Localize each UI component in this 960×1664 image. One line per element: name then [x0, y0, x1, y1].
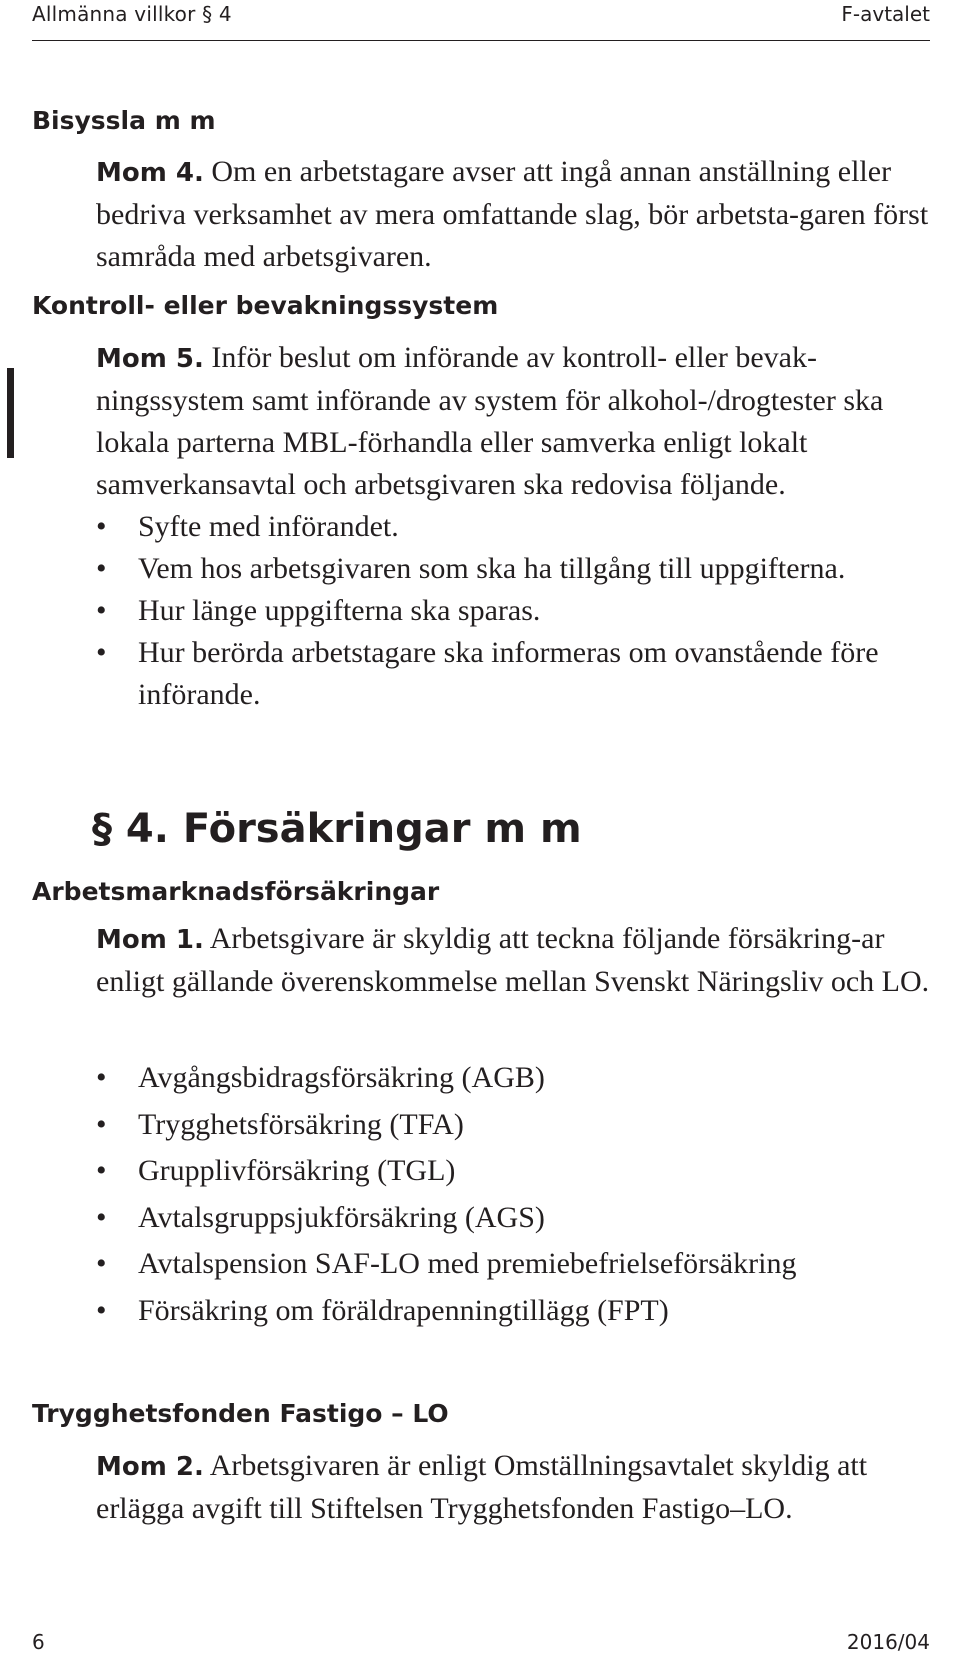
page-header: [32, 0, 930, 41]
list-item: • Avtalsgruppsjukförsäkring (AGS): [96, 1195, 938, 1242]
paragraph-mom-5: [96, 337, 938, 506]
list-item: • Hur länge uppgifterna ska sparas.: [96, 590, 938, 632]
heading-arbetsmarknad: Arbetsmarknadsförsäkringar: [32, 877, 440, 906]
list-item: • Hur berörda arbetstagare ska informeras om ovanstående före införande.: [96, 632, 938, 716]
paragraph-text: Inför beslut om införande av kontroll- eller bevak-ningssystem samt införande av system för alkohol-/drogtester ska lokala parterna MBL-förhandla eller samverka enligt lokalt samverkansavtal och arbetsgivaren ska redovisa följande.: [96, 341, 884, 501]
heading-bisyssla: Bisyssla m m: [32, 106, 216, 135]
mom-label: Mom 5.: [96, 344, 204, 374]
change-bar: [7, 368, 14, 458]
page-number: 6: [32, 1630, 45, 1654]
mom-label: Mom 4.: [96, 158, 204, 188]
paragraph-text: Arbetsgivaren är enligt Omställningsavtalet skyldig att erlägga avgift till Stiftelsen Trygghetsfonden Fastigo–LO.: [96, 1449, 868, 1525]
heading-trygghetsfonden: Trygghetsfonden Fastigo – LO: [32, 1399, 449, 1428]
list-item: • Försäkring om föräldrapenningtillägg (FPT): [96, 1288, 938, 1335]
list-item: • Avgångsbidragsförsäkring (AGB): [96, 1055, 938, 1102]
list-item: • Syfte med införandet.: [96, 506, 938, 548]
list-item: • Grupplivförsäkring (TGL): [96, 1148, 938, 1195]
list-item: • Avtalspension SAF-LO med premiebefrielseförsäkring: [96, 1241, 938, 1288]
list-item: • Vem hos arbetsgivaren som ska ha tillgång till uppgifterna.: [96, 548, 938, 590]
paragraph-mom-2: [96, 1445, 938, 1530]
bullet-list-kontroll: [96, 506, 938, 716]
paragraph-text: Arbetsgivare är skyldig att teckna följande försäkring-ar enligt gällande överenskommelse mellan Svenskt Näringsliv och LO.: [96, 922, 930, 998]
header-chapter: Allmänna villkor § 4: [32, 2, 232, 26]
footer-date: 2016/04: [846, 1630, 930, 1654]
mom-label: Mom 1.: [96, 925, 204, 955]
heading-kontroll: Kontroll- eller bevakningssystem: [32, 291, 499, 320]
paragraph-mom-1: [96, 918, 938, 1003]
mom-label: Mom 2.: [96, 1452, 204, 1482]
bullet-list-forsakringar: [96, 1055, 938, 1334]
section-title: § 4. Försäkringar m m: [92, 806, 582, 852]
list-item: • Trygghetsförsäkring (TFA): [96, 1102, 938, 1149]
paragraph-text: Om en arbetstagare avser att ingå annan anställning eller bedriva verksamhet av mera omfattande slag, bör arbetsta-garen först samråda med arbetsgivaren.: [96, 155, 929, 273]
header-agreement: F-avtalet: [841, 2, 930, 26]
paragraph-mom-4: [96, 151, 938, 278]
